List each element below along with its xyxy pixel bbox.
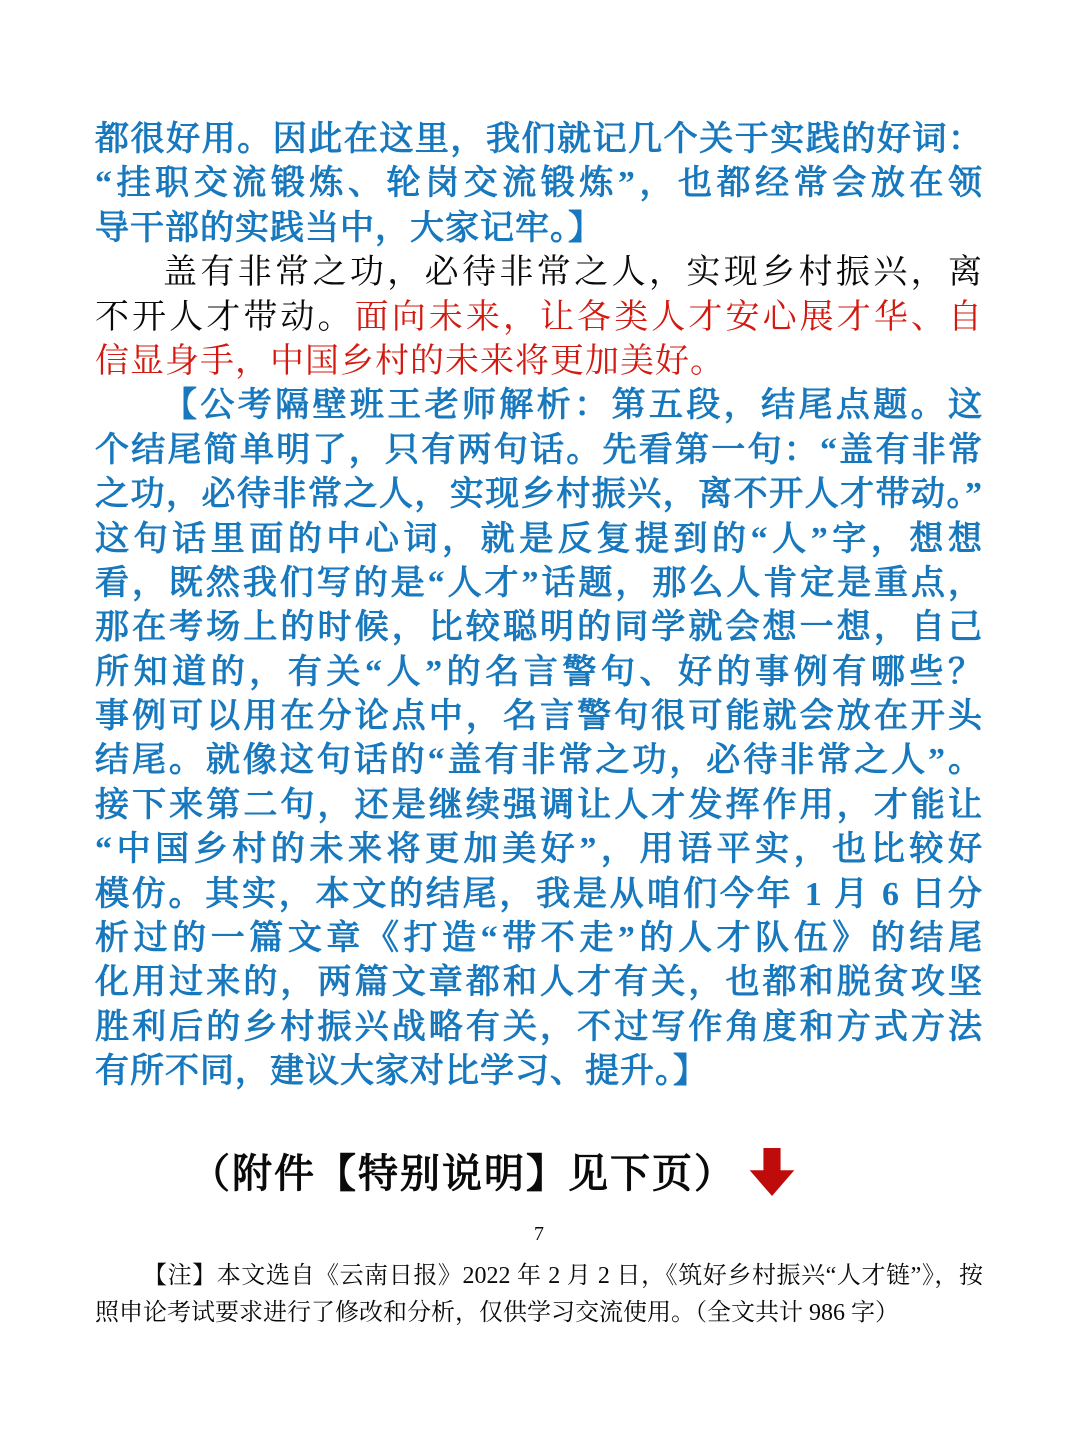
text-line: [95, 162, 983, 206]
text-segment: 化用过来的，两篇文章都和人才有关，也都和脱贫攻坚: [95, 964, 983, 1002]
page-content: [95, 118, 983, 1332]
text-segment: “挂职交流锻炼、轮岗交流锻炼”，也都经常会放在领: [95, 165, 983, 203]
text-segment: 导干部的实践当中，大家记牢。】: [95, 209, 603, 247]
text-line: [95, 917, 983, 961]
text-segment: 模仿。其实，本文的结尾，我是从咱们今年 1 月 6 日分: [95, 875, 983, 913]
text-segment: 个结尾简单明了，只有两句话。先看第一句：“盖有非常: [95, 431, 983, 469]
footnote: [95, 1258, 983, 1332]
text-line: [95, 384, 983, 428]
text-segment: 析过的一篇文章《打造“带不走”的人才队伍》的结尾: [95, 920, 983, 958]
text-line: [95, 1050, 983, 1094]
text-line: [95, 518, 983, 562]
text-segment: 都很好用。因此在这里，我们就记几个关于实践的好词：: [95, 121, 983, 158]
text-line: [95, 739, 983, 783]
footnote-line-1: 【注】本文选自《云南日报》2022 年 2 月 2 日，《筑好乡村振兴“人才链”》，按: [143, 1262, 983, 1289]
body-text: [95, 118, 983, 1095]
text-segment: 结尾。就像这句话的“盖有非常之功，必待非常之人”。: [95, 742, 983, 780]
text-line: [95, 296, 983, 340]
text-segment: 这句话里面的中心词，就是反复提到的“人”字，想想: [95, 520, 983, 558]
text-line: [95, 340, 983, 384]
text-segment: 【公考隔壁班王老师解析：第五段，结尾点题。这: [163, 387, 983, 425]
text-segment: 胜利后的乡村振兴战略有关，不过写作角度和方式方法: [95, 1008, 983, 1046]
text-line: [95, 961, 983, 1005]
text-line: [95, 651, 983, 695]
text-segment: 看，既然我们写的是“人才”话题，那么人肯定是重点，: [95, 564, 983, 602]
text-segment: 信显身手，中国乡村的未来将更加美好。: [95, 342, 725, 380]
text-line: [95, 473, 983, 517]
footnote-line-2: 照申论考试要求进行了修改和分析，仅供学习交流使用。（全文共计 986 字）: [95, 1299, 899, 1326]
text-segment: 事例可以用在分论点中，名言警句很可能就会放在开头: [95, 698, 983, 736]
text-line: [95, 429, 983, 473]
text-line: [95, 207, 983, 251]
text-line: [95, 695, 983, 739]
attachment-note: [95, 1142, 983, 1199]
text-segment: 那在考场上的时候，比较聪明的同学就会想一想，自己: [95, 609, 983, 647]
text-segment: 之功，必待非常之人，实现乡村振兴，离不开人才带动。”: [95, 476, 983, 514]
text-line: [95, 606, 983, 650]
down-arrow-icon: [746, 1148, 798, 1196]
text-segment: 有所不同，建议大家对比学习、提升。】: [95, 1053, 708, 1091]
text-segment: 接下来第二句，还是继续强调让人才发挥作用，才能让: [95, 786, 983, 824]
text-line: [95, 562, 983, 606]
attachment-label: （附件【特别说明】见下页）: [190, 1150, 736, 1196]
text-line: [95, 118, 983, 162]
text-segment: 不开人才带动。: [95, 298, 355, 336]
text-segment: 面向未来，让各类人才安心展才华、自: [354, 298, 983, 336]
text-segment: 所知道的，有关“人”的名言警句、好的事例有哪些？: [95, 653, 983, 691]
text-segment: 盖有非常之功，必待非常之人，实现乡村振兴，离: [163, 254, 983, 292]
text-line: [95, 873, 983, 917]
text-line: [95, 828, 983, 872]
page-number: 7: [534, 1222, 544, 1245]
text-line: [95, 1006, 983, 1050]
text-segment: “中国乡村的未来将更加美好”，用语平实，也比较好: [95, 831, 983, 869]
text-line: [95, 251, 983, 295]
text-line: [95, 784, 983, 828]
